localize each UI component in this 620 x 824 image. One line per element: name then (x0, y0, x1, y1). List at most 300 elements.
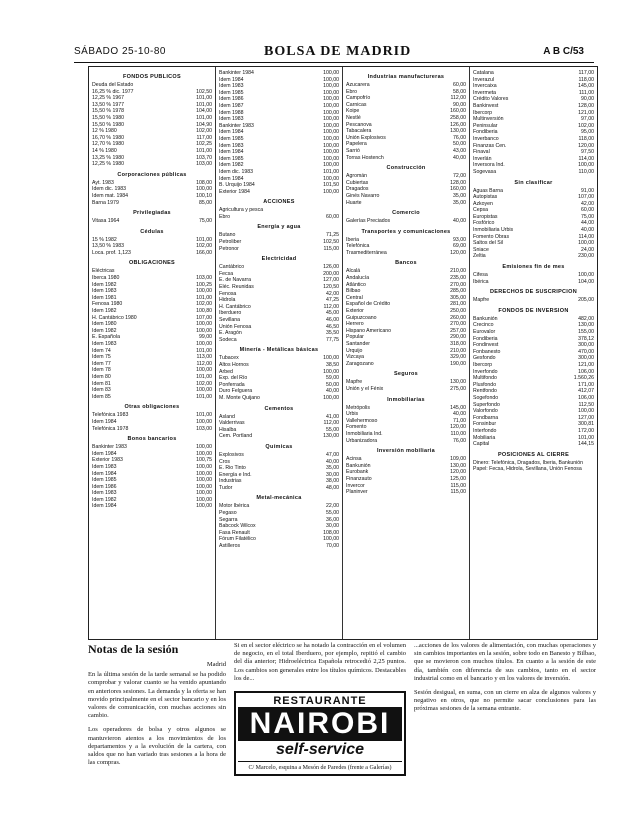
listing-row (219, 176, 339, 183)
listing-row (473, 415, 594, 422)
security-price: 378,12 (578, 335, 594, 342)
security-price: 210,00 (450, 347, 466, 354)
security-price: 160,00 (450, 186, 466, 193)
security-name: Idem 1980 (92, 321, 117, 328)
security-price: 47,25 (326, 297, 339, 304)
section-heading: Comercio (392, 210, 420, 217)
security-price: 100,00 (323, 96, 339, 103)
listing-row (219, 123, 339, 130)
listing-row (219, 271, 339, 278)
security-price: 100,00 (323, 135, 339, 142)
listing-row (219, 530, 339, 537)
security-name: Inverfondo (473, 368, 498, 375)
notes-dateline: Madrid (206, 661, 226, 668)
security-price: 100,00 (578, 162, 594, 169)
listing-row (346, 463, 466, 470)
listing-row (92, 348, 212, 355)
security-name: Fosfórico (473, 220, 495, 227)
listing-row (346, 456, 466, 463)
security-price: 102,00 (196, 380, 212, 387)
security-name: Galerías Preciados (346, 218, 391, 225)
listing-row (219, 246, 339, 253)
security-name: Europistas (473, 213, 498, 220)
listing-row (346, 275, 466, 282)
security-price: 100,10 (196, 192, 212, 199)
security-name: Idem 1984 (92, 418, 117, 425)
security-price: 100,00 (323, 355, 339, 362)
security-price: 101,00 (578, 434, 594, 441)
security-price: 59,00 (326, 375, 339, 382)
security-price: 91,00 (581, 187, 594, 194)
security-name: Idem 1986 (219, 96, 244, 103)
listing-row (219, 478, 339, 485)
security-price: 107,00 (196, 314, 212, 321)
security-price: 111,00 (578, 89, 594, 96)
listing-row (92, 412, 212, 419)
security-name: Carnicas (346, 101, 367, 108)
security-name: Tubacex (219, 355, 239, 362)
listing-row (219, 510, 339, 517)
listing-row (92, 341, 212, 348)
security-price: 121,00 (578, 361, 594, 368)
security-price: 30,00 (326, 471, 339, 478)
security-price: 258,00 (450, 114, 466, 121)
security-name: Idem 1982 (92, 327, 117, 334)
listing-row (473, 421, 594, 428)
section-heading: Transportes y comunicaciones (361, 228, 451, 235)
security-name: Idem 1982 (92, 308, 117, 315)
listing-row (473, 96, 594, 103)
listing-row (473, 466, 594, 473)
security-name: Idem 1981 (92, 294, 117, 301)
security-price: 260,00 (450, 314, 466, 321)
section-heading: Inmobiliarias (387, 396, 425, 403)
security-name: Fondinvest (473, 342, 499, 349)
security-name: Exterior 1983 (92, 457, 123, 464)
listing-row (219, 103, 339, 110)
security-price: 110,00 (450, 430, 466, 437)
session-notes (88, 642, 226, 818)
security-name: Bankunión (473, 315, 498, 322)
security-name: Fonsinbur (473, 421, 497, 428)
security-name: Idem 75 (92, 354, 111, 361)
listing-row (219, 485, 339, 492)
security-name: Fenosa (219, 290, 237, 297)
security-name: Español de Crédito (346, 301, 391, 308)
section-heading: Bonos bancarios (127, 436, 177, 443)
security-price: 102,00 (196, 301, 212, 308)
section-heading: FONDOS DE INVERSION (498, 307, 569, 314)
security-name: Azucarera (346, 82, 370, 88)
security-name: Inmobiliaria Ind. (346, 430, 383, 437)
security-price: 99,00 (199, 334, 212, 341)
security-price: 101,00 (196, 101, 212, 108)
security-name: Finanzas Cen. (473, 142, 507, 149)
listing-row (92, 419, 212, 426)
security-price: 285,00 (450, 288, 466, 295)
security-price (210, 268, 212, 275)
security-name: Agricultura y pesca (219, 207, 264, 214)
listing-row (473, 369, 594, 376)
listing-row (346, 218, 466, 225)
security-name: Inverbanco (473, 135, 499, 142)
security-price: 101,00 (196, 373, 212, 380)
security-name: Hispano Americano (346, 327, 391, 334)
listing-row (346, 288, 466, 295)
security-name: Barna 1979 (92, 199, 119, 206)
security-name: Nestlé (346, 114, 361, 121)
security-price: 103,00 (196, 425, 212, 432)
security-name: Multifondo (473, 375, 497, 382)
security-price: 257,00 (450, 327, 466, 334)
listing-row (92, 497, 212, 504)
security-price: 125,00 (450, 475, 466, 482)
restaurant-ad (234, 691, 406, 776)
security-name: Saltos del Sil (473, 240, 503, 247)
listing-row (219, 523, 339, 530)
security-name: Sarrió (346, 147, 360, 154)
security-name: Eléctricas (92, 268, 115, 275)
security-name: Ebro (346, 88, 357, 95)
listing-row (92, 180, 212, 187)
security-price: 120,00 (450, 249, 466, 256)
security-name: Pescanova (346, 121, 372, 128)
security-price: 93,00 (453, 236, 466, 243)
security-price: 46,50 (326, 323, 339, 330)
security-name: Vizcaya (346, 354, 365, 361)
listing-row (92, 155, 212, 162)
listing-row (473, 220, 594, 227)
listing-row (473, 279, 594, 286)
security-name: 16,25 % dic. 1977 (92, 88, 134, 95)
security-name: M. Monte Quijano (219, 394, 260, 401)
security-price: 100,00 (578, 408, 594, 415)
listing-row (473, 188, 594, 195)
listing-row (92, 503, 212, 510)
listing-row (473, 408, 594, 415)
security-price: 40,00 (581, 227, 594, 234)
listing-row (346, 82, 466, 89)
security-name: Fomento Obras (473, 233, 510, 240)
security-name: Gesfondo (473, 355, 496, 362)
listing-row (473, 402, 594, 409)
security-price: 412,07 (578, 388, 594, 395)
security-price: 100,25 (196, 281, 212, 288)
listing-row (473, 116, 594, 123)
security-name: Idem 1982 (92, 496, 117, 503)
security-name: Dinero: Telefónica, Dragados, Iberia, Bankunión (473, 459, 584, 466)
security-name: Ibercorp (473, 109, 493, 116)
listing-row (92, 444, 212, 451)
security-price: 72,00 (453, 173, 466, 180)
listing-row (346, 89, 466, 96)
section-heading: Bancos (395, 260, 417, 267)
listing-row (92, 387, 212, 394)
security-price: 48,00 (326, 484, 339, 491)
ad-heading: RESTAURANTE (273, 695, 367, 708)
security-name: Cantábrico (219, 264, 245, 271)
section-heading: Químicas (265, 443, 293, 450)
page-number: A B C/53 (543, 46, 584, 57)
listing-row (219, 297, 339, 304)
security-name: Mapfre (346, 379, 363, 386)
page-header (74, 44, 584, 62)
security-price: 100,00 (196, 483, 212, 490)
listing-row (473, 441, 594, 448)
security-name: Bankinter 1983 (92, 444, 127, 451)
listing-row (346, 386, 466, 393)
security-price: 100,00 (323, 536, 339, 543)
security-name: Iberca 1980 (92, 275, 120, 282)
ad-divider (238, 761, 402, 762)
security-name: Bilbao (346, 288, 361, 295)
security-price: 1.560,26 (573, 375, 594, 382)
listing-row (346, 108, 466, 115)
listing-row (473, 355, 594, 362)
security-price: 40,00 (453, 218, 466, 225)
security-price: 112,00 (323, 420, 339, 427)
listing-row (92, 243, 212, 250)
security-name: Idem 1983 (92, 463, 117, 470)
security-name: Idem 1983 (219, 116, 244, 123)
security-name: Idem 1982 (92, 281, 117, 288)
listing-row (92, 250, 212, 257)
security-name: Idem 1983 (219, 142, 244, 149)
security-price: 329,00 (450, 354, 466, 361)
section-heading: Electricidad (261, 256, 297, 263)
security-name: Inmobiliaria Urbis (473, 227, 514, 234)
security-name: Plusfondo (473, 381, 497, 388)
security-price: 90,00 (581, 96, 594, 103)
listing-row (473, 253, 594, 260)
listing-row (346, 438, 466, 445)
security-name: Mobiliaria (473, 434, 496, 441)
security-name: Industrias (219, 478, 242, 485)
listing-row (473, 77, 594, 84)
security-name: Fondiberia (473, 129, 498, 136)
security-price: 35,00 (453, 199, 466, 206)
security-price: 470,00 (578, 348, 594, 355)
security-price: 101,00 (196, 412, 212, 419)
security-name: Idem 1984 (92, 450, 117, 457)
notes-title: Notas de la sesión (88, 642, 179, 656)
listing-row (92, 141, 212, 148)
section-heading: FONDOS PUBLICOS (123, 74, 181, 80)
listing-row (346, 173, 466, 180)
security-price: 100,00 (196, 463, 212, 470)
security-price: 200,00 (323, 270, 339, 277)
security-name: Idem 1985 (92, 477, 117, 484)
security-name: Energía e Ind. (219, 471, 252, 478)
security-name: Fenosa 1980 (92, 301, 123, 308)
security-name: Inverlán (473, 155, 492, 162)
listing-row (219, 96, 339, 103)
listing-row (219, 129, 339, 136)
security-price: 126,00 (323, 264, 339, 271)
security-price: 76,00 (453, 437, 466, 444)
security-name: Idem 1984 (219, 76, 244, 83)
listing-row (346, 135, 466, 142)
section-heading: Sin clasificar (514, 179, 553, 186)
security-price: 235,00 (450, 275, 466, 282)
security-name: Fondbarna (473, 414, 499, 421)
listing-row (473, 162, 594, 169)
security-price: 106,00 (578, 368, 594, 375)
listing-row (473, 227, 594, 234)
security-name: Fomento (346, 424, 367, 431)
security-price: 44,00 (581, 220, 594, 227)
listing-row (346, 295, 466, 302)
security-name: Sniace (473, 246, 489, 253)
security-price: 100,00 (196, 288, 212, 295)
security-price: 103,00 (196, 275, 212, 282)
security-name: Campofrío (346, 95, 371, 102)
listing-row (92, 295, 212, 302)
security-name: Idem mat. 1984 (92, 192, 129, 199)
security-price: 38,50 (326, 361, 339, 368)
listing-row (92, 490, 212, 497)
page-title: BOLSA DE MADRID (264, 44, 412, 59)
middle-column (234, 642, 406, 818)
security-price: 115,00 (450, 489, 466, 496)
security-price: 35,50 (326, 330, 339, 337)
security-name: Fórum Filatélico (219, 536, 256, 543)
security-name: Agromán (346, 173, 368, 180)
security-price: 100,00 (323, 102, 339, 109)
listing-row (92, 374, 212, 381)
security-name: Idem 1985 (219, 135, 244, 142)
listing-row (92, 161, 212, 168)
security-name: Valderrivas (219, 420, 245, 427)
security-price: 40,00 (453, 411, 466, 418)
security-name: Idem 1984 (219, 175, 244, 182)
listing-row (346, 268, 466, 275)
listing-row (219, 304, 339, 311)
security-name: Idem 1983 (92, 341, 117, 347)
security-name: Idem 1987 (219, 102, 244, 109)
security-name: Exterior 1984 (219, 188, 250, 195)
listing-row (219, 162, 339, 169)
listing-column (343, 67, 470, 639)
security-price: 172,00 (578, 427, 594, 434)
section-heading: Energía y agua (257, 224, 301, 231)
security-name: Bankinter 1984 (219, 70, 254, 76)
security-name: Telefónica 1983 (92, 412, 129, 419)
security-name: Popular (346, 334, 364, 341)
right-paragraph: Sesión desigual, en suma, con un cierre en alza de algunos valores y negativo en otros, que no permite sacar conclusiones para las próximas sesiones de la semana entrante. (414, 689, 596, 713)
listing-row (219, 543, 339, 550)
security-price: 230,00 (578, 253, 594, 260)
security-name: 15,50 % 1980 (92, 114, 125, 121)
listing-row (219, 110, 339, 117)
security-name: Catalana (473, 70, 494, 76)
listing-row (473, 349, 594, 356)
security-name: 16,70 % 1980 (92, 134, 125, 141)
security-price: 95,00 (581, 129, 594, 136)
listing-row (346, 489, 466, 496)
security-name: Idem 1984 (219, 149, 244, 156)
security-price: 210,00 (450, 268, 466, 275)
listing-column (470, 67, 597, 639)
listing-column (89, 67, 216, 639)
security-price: 75,00 (199, 218, 212, 225)
security-price: 110,00 (578, 168, 594, 175)
security-price: 100,00 (578, 272, 594, 279)
listing-row (473, 240, 594, 247)
security-name: Duro Felguera (219, 388, 253, 395)
security-name: Fecsa (219, 270, 234, 277)
listing-row (219, 239, 339, 246)
security-name: Inverazul (473, 76, 495, 83)
listing-row (473, 428, 594, 435)
security-name: Ibercorp (473, 361, 493, 368)
security-price: 100,00 (196, 387, 212, 394)
listing-row (346, 115, 466, 122)
listing-row (92, 367, 212, 374)
security-price: 118,00 (578, 135, 594, 142)
listing-row (473, 136, 594, 143)
section-heading: Seguros (393, 371, 419, 378)
security-name: Ebro (219, 213, 230, 220)
listing-row (92, 275, 212, 282)
security-price (210, 82, 212, 89)
security-price: 100,00 (323, 155, 339, 162)
security-price: 55,00 (326, 510, 339, 517)
security-name: Valorfondo (473, 408, 498, 415)
listing-row (219, 414, 339, 421)
listing-row (92, 426, 212, 433)
security-name: Pegaso (219, 510, 237, 517)
listing-row (346, 483, 466, 490)
listing-row (473, 316, 594, 323)
listing-row (219, 388, 339, 395)
security-name: Sogefondo (473, 394, 499, 401)
security-name: Andalucía (346, 275, 370, 282)
security-price: 100,00 (323, 89, 339, 96)
right-column (414, 642, 596, 818)
security-price: 114,00 (578, 155, 594, 162)
listing-row (219, 116, 339, 123)
listing-row (92, 268, 212, 275)
security-price: 101,00 (196, 347, 212, 354)
listing-row (92, 381, 212, 388)
security-price: 104,90 (196, 121, 212, 128)
listing-row (346, 328, 466, 335)
listing-row (92, 218, 212, 225)
listing-row (473, 375, 594, 382)
security-price: 100,00 (196, 341, 212, 347)
security-name: Crecinco (473, 322, 494, 329)
listing-row (473, 322, 594, 329)
security-name: Idem 1984 (219, 129, 244, 136)
security-price: 102,50 (196, 88, 212, 95)
listing-row (346, 361, 466, 368)
security-price: 90,00 (453, 101, 466, 108)
security-name: Eurobank (346, 469, 369, 476)
security-price: 60,00 (453, 82, 466, 88)
security-name: Sodeca (219, 336, 237, 343)
security-price: 100,00 (323, 175, 339, 182)
security-price: 100,00 (196, 490, 212, 497)
security-name: Petroliber (219, 239, 242, 246)
listing-row (473, 129, 594, 136)
security-price: 109,00 (450, 456, 466, 463)
listing-row (473, 336, 594, 343)
listing-row (473, 83, 594, 90)
security-price: 102,50 (323, 239, 339, 246)
security-price: 121,00 (578, 109, 594, 116)
security-name: Invercor (346, 482, 365, 489)
